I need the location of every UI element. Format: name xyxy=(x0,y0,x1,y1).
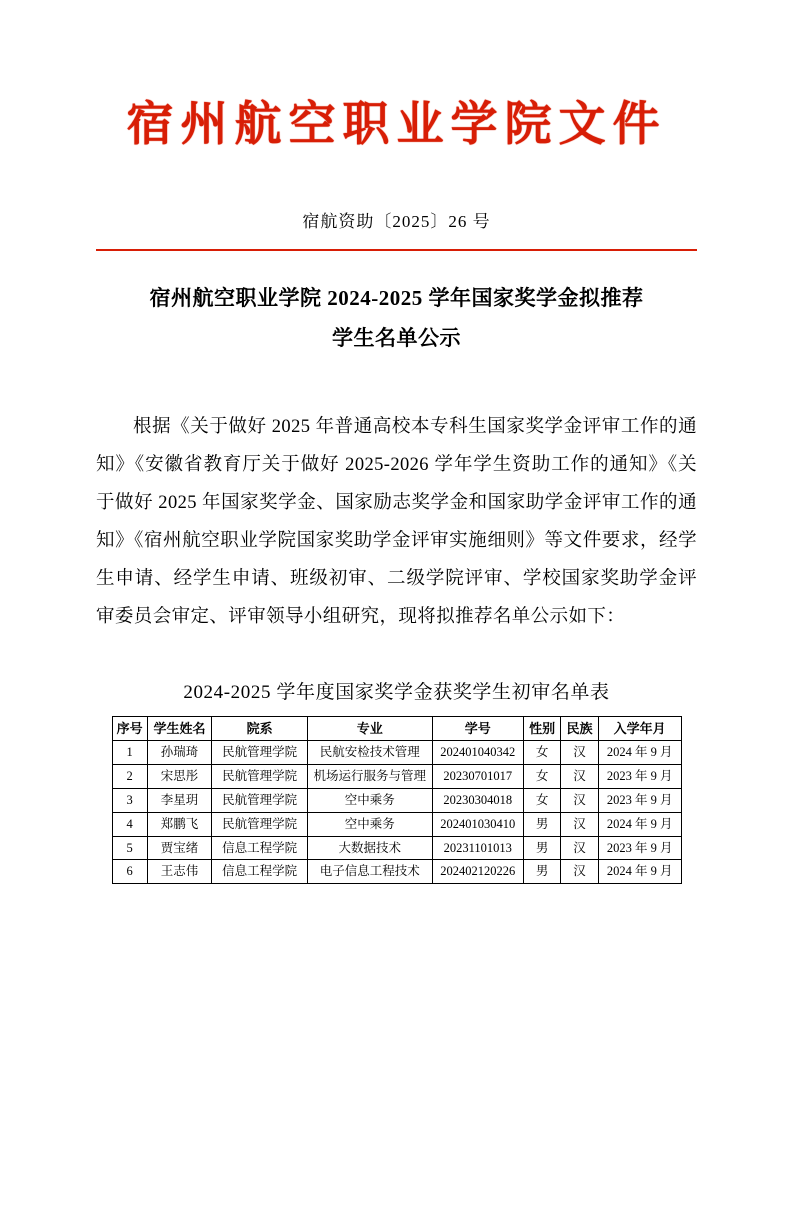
cell-major: 空中乘务 xyxy=(307,788,432,812)
table-row xyxy=(112,860,681,884)
cell-major: 机场运行服务与管理 xyxy=(307,764,432,788)
subject-line-1: 宿州航空职业学院 2024-2025 学年国家奖学金拟推荐 xyxy=(149,286,644,311)
cell-student-name: 贾宝绪 xyxy=(147,836,212,860)
cell-department: 信息工程学院 xyxy=(212,860,308,884)
cell-index: 4 xyxy=(112,812,147,836)
cell-gender: 女 xyxy=(523,764,560,788)
cell-major: 空中乘务 xyxy=(307,812,432,836)
cell-major: 电子信息工程技术 xyxy=(307,860,432,884)
cell-enrollment-date: 2023 年 9 月 xyxy=(598,788,681,812)
cell-enrollment-date: 2024 年 9 月 xyxy=(598,860,681,884)
column-header-index: 序号 xyxy=(112,716,147,741)
table-row xyxy=(112,788,681,812)
cell-ethnicity: 汉 xyxy=(561,860,598,884)
cell-department: 民航管理学院 xyxy=(212,764,308,788)
cell-student-name: 宋思彤 xyxy=(147,764,212,788)
column-header-department: 院系 xyxy=(212,716,308,741)
cell-department: 民航管理学院 xyxy=(212,788,308,812)
subject-line-2: 学生名单公示 xyxy=(332,326,461,351)
cell-index: 5 xyxy=(112,836,147,860)
table-row xyxy=(112,812,681,836)
cell-ethnicity: 汉 xyxy=(561,764,598,788)
cell-department: 民航管理学院 xyxy=(212,812,308,836)
column-header-ethnicity: 民族 xyxy=(561,716,598,741)
cell-student-id: 20230701017 xyxy=(432,764,523,788)
cell-gender: 男 xyxy=(523,860,560,884)
cell-ethnicity: 汉 xyxy=(561,741,598,765)
cell-major: 大数据技术 xyxy=(307,836,432,860)
cell-student-id: 202401040342 xyxy=(432,741,523,765)
cell-gender: 男 xyxy=(523,812,560,836)
cell-student-name: 王志伟 xyxy=(147,860,212,884)
cell-enrollment-date: 2024 年 9 月 xyxy=(598,741,681,765)
cell-enrollment-date: 2023 年 9 月 xyxy=(598,836,681,860)
cell-student-id: 20231101013 xyxy=(432,836,523,860)
cell-index: 3 xyxy=(112,788,147,812)
document-title: 宿州航空职业学院文件 xyxy=(126,97,667,152)
table-row xyxy=(112,764,681,788)
column-header-student-id: 学号 xyxy=(432,716,523,741)
cell-gender: 女 xyxy=(523,741,560,765)
column-header-major: 专业 xyxy=(307,716,432,741)
cell-student-id: 20230304018 xyxy=(432,788,523,812)
column-header-enrollment-date: 入学年月 xyxy=(598,716,681,741)
document-page xyxy=(0,96,793,1218)
table-row xyxy=(112,836,681,860)
cell-student-id: 202401030410 xyxy=(432,812,523,836)
cell-student-name: 郑鹏飞 xyxy=(147,812,212,836)
cell-gender: 男 xyxy=(523,836,560,860)
column-header-gender: 性别 xyxy=(523,716,560,741)
column-header-student-name: 学生姓名 xyxy=(147,716,212,741)
table-caption: 2024-2025 学年度国家奖学金获奖学生初审名单表 xyxy=(183,681,610,703)
cell-major: 民航安检技术管理 xyxy=(307,741,432,765)
roster-table xyxy=(112,716,682,885)
cell-enrollment-date: 2023 年 9 月 xyxy=(598,764,681,788)
table-header-row xyxy=(112,716,681,741)
body-paragraph: 根据《关于做好 2025 年普通高校本专科生国家奖学金评审工作的通知》《安徽省教育厅关于做好 2025-2026 学年学生资助工作的通知》《关于做好 2025 年国家奖学金、国家励志奖学金和国家助学金评审工作的通知》《宿州航空职业学院国家奖助学金评审实施细则》等文件要求，经学生申请、经学生申请、班级初审、二级学院评审、学校国家奖助学金评审委员会审定、评审领导小组研究，现将拟推荐名单公示如下： xyxy=(96,417,697,627)
cell-student-name: 孙瑞琦 xyxy=(147,741,212,765)
cell-index: 1 xyxy=(112,741,147,765)
cell-ethnicity: 汉 xyxy=(561,812,598,836)
cell-enrollment-date: 2024 年 9 月 xyxy=(598,812,681,836)
table-row xyxy=(112,741,681,765)
cell-index: 6 xyxy=(112,860,147,884)
cell-department: 民航管理学院 xyxy=(212,741,308,765)
document-subject xyxy=(96,279,697,359)
cell-ethnicity: 汉 xyxy=(561,836,598,860)
cell-ethnicity: 汉 xyxy=(561,788,598,812)
red-divider-rule xyxy=(96,249,697,252)
cell-gender: 女 xyxy=(523,788,560,812)
cell-index: 2 xyxy=(112,764,147,788)
cell-student-id: 202402120226 xyxy=(432,860,523,884)
document-number: 宿航资助〔2025〕26 号 xyxy=(302,211,491,231)
cell-student-name: 李星玥 xyxy=(147,788,212,812)
cell-department: 信息工程学院 xyxy=(212,836,308,860)
document-body xyxy=(96,409,697,637)
